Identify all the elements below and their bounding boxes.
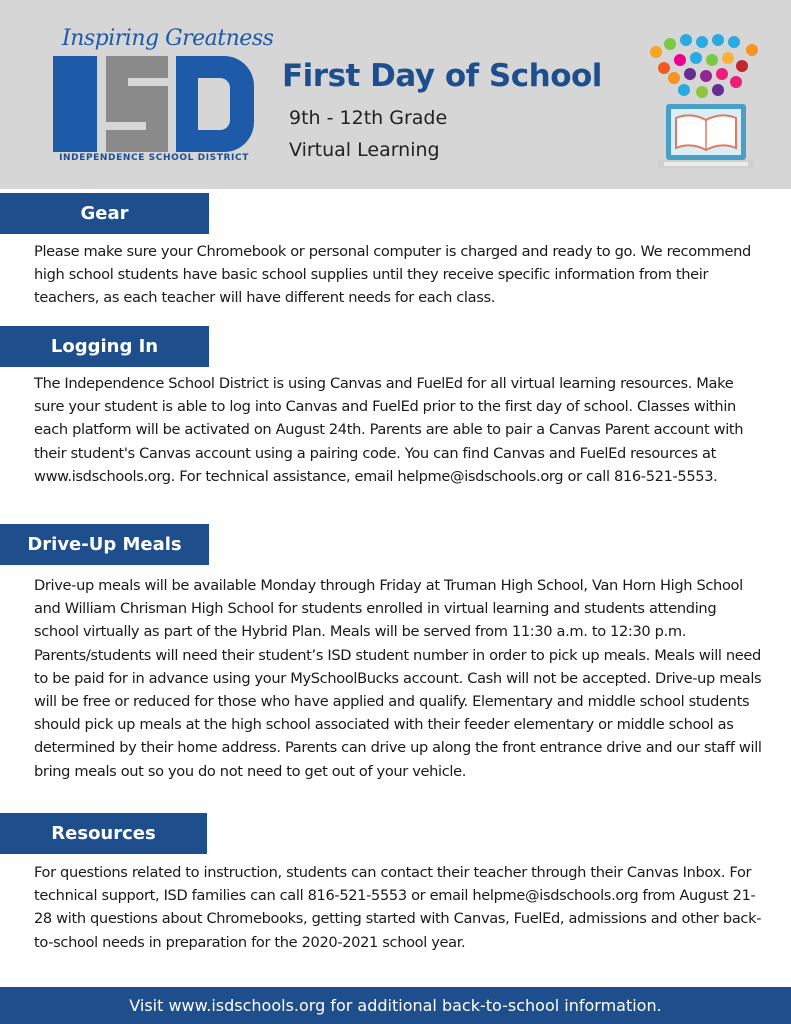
tagline: Inspiring Greatness bbox=[62, 26, 274, 51]
section-heading-logging-in: Logging In bbox=[0, 326, 209, 367]
laptop-book-icon bbox=[644, 30, 768, 176]
section-body-logging-in: The Independence School District is using Canvas and FuelEd for all virtual learning resources. Make sure your student is able to log into Canvas and FuelEd prior to the first day of school. Classes within each platform will be activated on August 24th. Parents are able to pair a Canvas Parent account with their student's Canvas account using a pairing code. You can find Canvas and FuelEd resources at www.isdschools.org. For technical assistance, email helpme@isdschools.org or call 816-521-5553. bbox=[34, 375, 744, 485]
section-heading-drive-up-meals: Drive-Up Meals bbox=[0, 524, 209, 565]
section-body-resources: For questions related to instruction, students can contact their teacher through their Canvas Inbox. For technical support, ISD families can call 816-521-5553 or email helpme@isdschools.org from August 21-28 with questions about Chromebooks, getting started with Canvas, FuelEd, admissions and other back-to-school needs in preparation for the 2020-2021 school year. bbox=[34, 864, 762, 951]
learning-mode-subtitle: Virtual Learning bbox=[289, 139, 440, 161]
section-body-drive-up-meals: Drive-up meals will be available Monday through Friday at Truman High School, Van Horn High School and William Chrisman High School for students enrolled in virtual learning and students attending school virtually as part of the Hybrid Plan. Meals will be served from 11:30 a.m. to 12:30 p.m. Parents/students will need their student’s ISD student number in order to pick up meals. Meals will need to be paid for in advance using your MySchoolBucks account. Cash will not be accepted. Drive-up meals will be free or reduced for those who have applied and qualify. Elementary and middle school students should pick up meals at the high school associated with their feeder elementary or middle school as determined by their home address. Parents can drive up along the front entrance drive and our staff will bring meals out so you do not need to get out of your vehicle. bbox=[34, 577, 762, 780]
section-heading-gear: Gear bbox=[0, 193, 209, 234]
section-body-gear: Please make sure your Chromebook or personal computer is charged and ready to go. We recommend high school students have basic school supplies until they receive specific information from their teachers, as each teacher will have different needs for each class. bbox=[34, 243, 751, 307]
footer-banner: Visit www.isdschools.org for additional back-to-school information. bbox=[0, 987, 791, 1024]
district-name: INDEPENDENCE SCHOOL DISTRICT bbox=[59, 153, 249, 163]
section-heading-resources: Resources bbox=[0, 813, 207, 854]
grade-subtitle: 9th - 12th Grade bbox=[289, 107, 448, 129]
page-header bbox=[0, 0, 791, 189]
page-title: First Day of School bbox=[282, 58, 602, 94]
